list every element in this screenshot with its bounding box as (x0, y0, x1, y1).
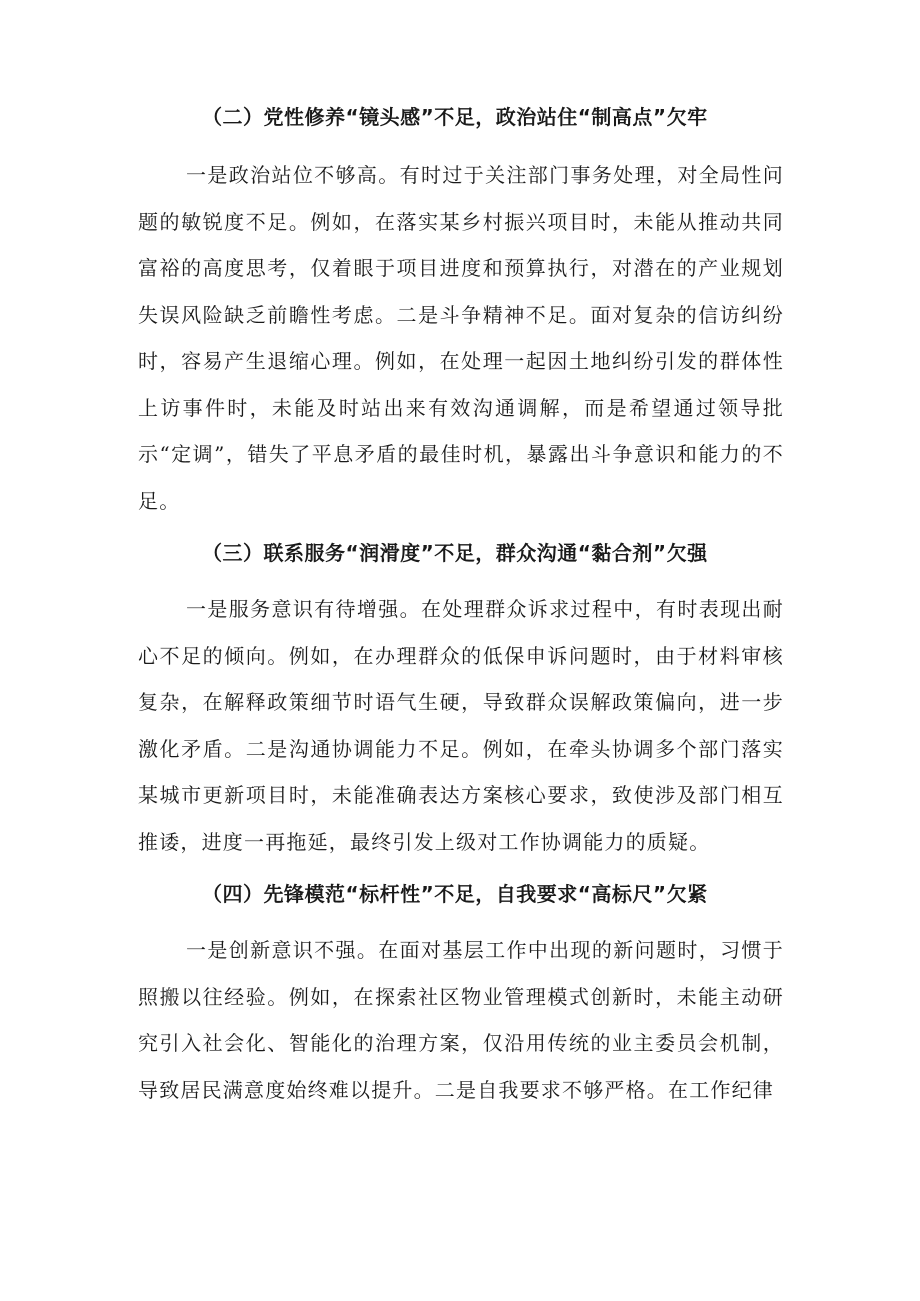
document-content (138, 92, 784, 1113)
section-heading-2: （二）党性修养“镜头感”不足，政治站住“制高点”欠牢 (202, 105, 708, 129)
section-heading-3: （三）联系服务“润滑度”不足，群众沟通“黏合剂”欠强 (202, 541, 708, 565)
section-body-2: 一是政治站位不够高。有时过于关注部门事务处理，对全局性问题的敏锐度不足。例如，在落实某乡村振兴项目时，未能从推动共同富裕的高度思考，仅着眼于项目进度和预算执行，对潜在的产业规划失误风险缺乏前瞻性考虑。二是斗争精神不足。面对复杂的信访纠纷时，容易产生退缩心理。例如，在处理一起因土地纠纷引发的群体性上访事件时，未能及时站出来有效沟通调解，而是希望通过领导批示“定调”，错失了平息矛盾的最佳时机，暴露出斗争意识和能力的不足。 (138, 163, 784, 513)
section-heading-4: （四）先锋模范“标杆性”不足，自我要求“高标尺”欠紧 (202, 882, 708, 906)
section-body-4: 一是创新意识不强。在面对基层工作中出现的新问题时，习惯于照搬以往经验。例如，在探索社区物业管理模式创新时，未能主动研究引入社会化、智能化的治理方案，仅沿用传统的业主委员会机制，导致居民满意度始终难以提升。二是自我要求不够严格。在工作纪律 (138, 938, 784, 1102)
section-body-3: 一是服务意识有待增强。在处理群众诉求过程中，有时表现出耐心不足的倾向。例如，在办理群众的低保申诉问题时，由于材料审核复杂，在解释政策细节时语气生硬，导致群众误解政策偏向，进一步激化矛盾。二是沟通协调能力不足。例如，在牵头协调多个部门落实某城市更新项目时，未能准确表达方案核心要求，致使涉及部门相互推诿，进度一再拖延，最终引发上级对工作协调能力的质疑。 (138, 597, 784, 854)
